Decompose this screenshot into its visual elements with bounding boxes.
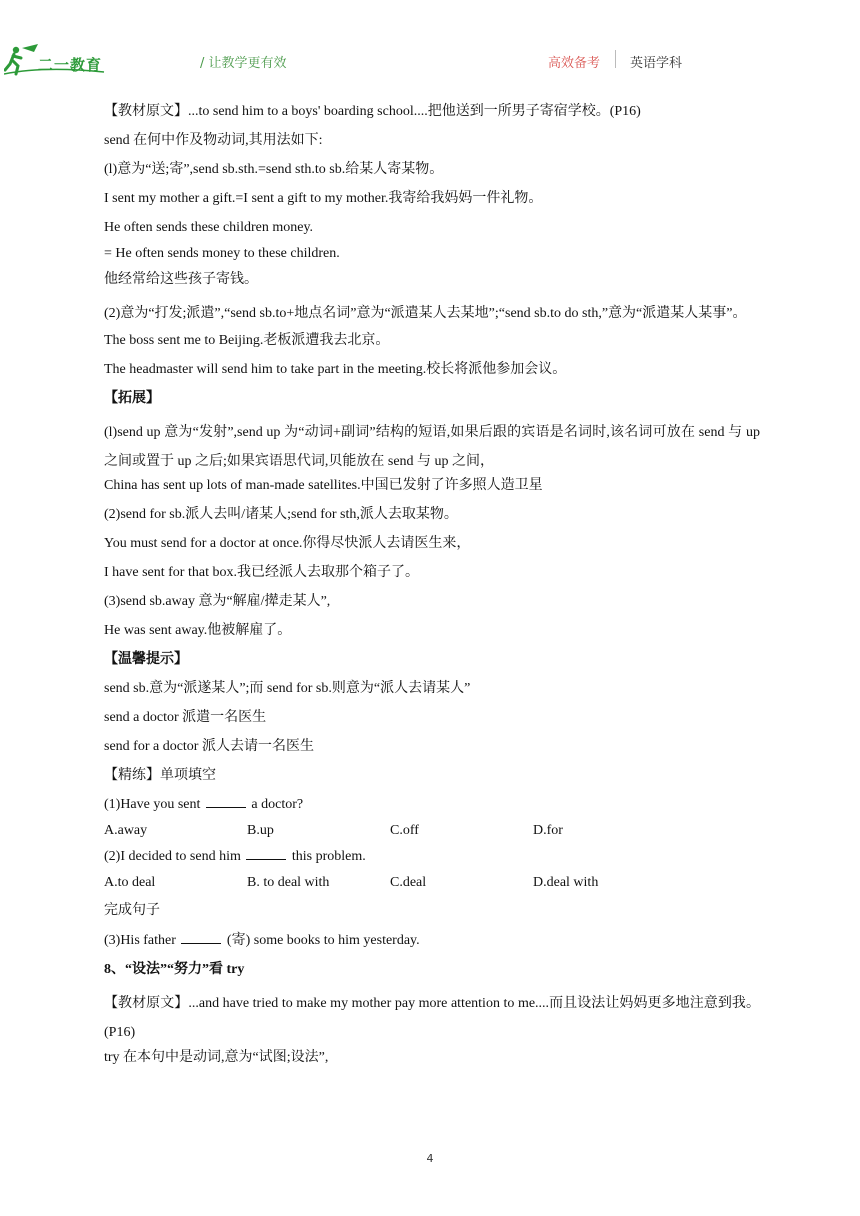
section-8-heading: 8、“设法”“努力”看 try <box>104 962 245 977</box>
text-line: (2)意为“打发;派遣”,“send sb.to+地点名词”意为“派遣某人去某地”;“send sb.to do sth,”意为“派遣某人某事”。 <box>104 306 747 321</box>
option-d[interactable]: D.for <box>533 823 563 838</box>
question-text: this problem. <box>291 849 366 864</box>
text-line: 【教材原文】...to send him to a boys' boarding school....把他送到一所男子寄宿学校。(P16) <box>104 104 641 119</box>
question-text: (2)I decided to send him <box>104 849 241 864</box>
document-body <box>104 102 760 1067</box>
question-2 <box>104 847 760 866</box>
question-1 <box>104 795 760 814</box>
text-line: send sb.意为“派遂某人”;而 send for sb.则意为“派人去请某人” <box>104 681 471 696</box>
text-line: The headmaster will send him to take part in the meeting.校长将派他参加会议。 <box>104 362 567 377</box>
text-line: send a doctor 派遣一名医生 <box>104 710 267 725</box>
text-line: try 在本句中是动词,意为“试图;设法”, <box>104 1050 329 1065</box>
text-line: China has sent up lots of man-made satellites.中国已发射了许多照人造卫星 <box>104 478 543 493</box>
page-header <box>0 0 860 90</box>
section-heading: 【温馨提示】 <box>104 652 188 667</box>
header-divider <box>615 50 616 68</box>
question-text: (寄) some books to him yesterday. <box>226 933 420 948</box>
option-d[interactable]: D.deal with <box>533 875 599 890</box>
answer-blank[interactable] <box>246 847 286 860</box>
text-line: send 在何中作及物动词,其用法如下: <box>104 133 323 148</box>
text-line: (2)send for sb.派人去叫/诸某人;send for sth,派人去取某物。 <box>104 507 458 522</box>
section-heading: 【拓展】 <box>104 391 160 406</box>
text-line: (l)send up 意为“发射”,send up 为“动词+副词”结构的短语,如果后跟的宾语是名词时,该名词可放在 send 与 up 之间或置于 up 之后;如果宾语思代词,贝能放在 send 与 up 之间， <box>104 425 760 469</box>
option-c[interactable]: C.off <box>390 823 419 838</box>
text-line: You must send for a doctor at once.你得尽快派人去请医生来， <box>104 536 471 551</box>
answer-blank[interactable] <box>181 931 221 944</box>
option-b[interactable]: B.up <box>247 823 274 838</box>
question-text: a doctor? <box>251 797 304 812</box>
text-line: = He often sends money to these children. <box>104 246 340 261</box>
page-number: 4 <box>426 1152 434 1165</box>
text-line: He often sends these children money. <box>104 220 314 235</box>
question-2-options <box>104 873 760 892</box>
option-c[interactable]: C.deal <box>390 875 427 890</box>
question-1-options <box>104 821 760 840</box>
text-line: I have sent for that box.我已经派人去取那个箱子了。 <box>104 565 419 580</box>
text-line: 他经常给这些孩子寄钱。 <box>104 272 258 287</box>
answer-blank[interactable] <box>206 795 246 808</box>
header-tag-subject: 英语学科 <box>630 56 683 71</box>
text-line: The boss sent me to Beijing.老板派遭我去北京。 <box>104 333 390 348</box>
option-a[interactable]: A.away <box>104 823 148 838</box>
section-heading: 【精练】单项填空 <box>104 768 216 783</box>
text-line: (3)send sb.away 意为“解雇/撵走某人”, <box>104 594 331 609</box>
logo-text: 二一教育 <box>38 56 103 74</box>
option-a[interactable]: A.to deal <box>104 875 156 890</box>
header-tag-exam: 高效备考 <box>548 56 601 71</box>
text-line: (l)意为“送;寄”,send sb.sth.=send sth.to sb.给某人寄某物。 <box>104 162 444 177</box>
question-text: (3)His father <box>104 933 176 948</box>
question-3 <box>104 931 760 950</box>
text-line: I sent my mother a gift.=I sent a gift to my mother.我寄给我妈妈一件礼物。 <box>104 191 543 206</box>
header-slogan: / 让教学更有效 <box>200 56 287 71</box>
complete-sentence-label: 完成句子 <box>104 903 160 918</box>
question-text: (1)Have you sent <box>104 797 201 812</box>
text-line: He was sent away.他被解雇了。 <box>104 623 292 638</box>
text-line: send for a doctor 派人去请一名医生 <box>104 739 314 754</box>
option-b[interactable]: B. to deal with <box>247 875 330 890</box>
text-line: 【教材原文】...and have tried to make my mother pay more attention to me....而且设法让妈妈更多地注意到我。(P16) <box>104 996 760 1040</box>
